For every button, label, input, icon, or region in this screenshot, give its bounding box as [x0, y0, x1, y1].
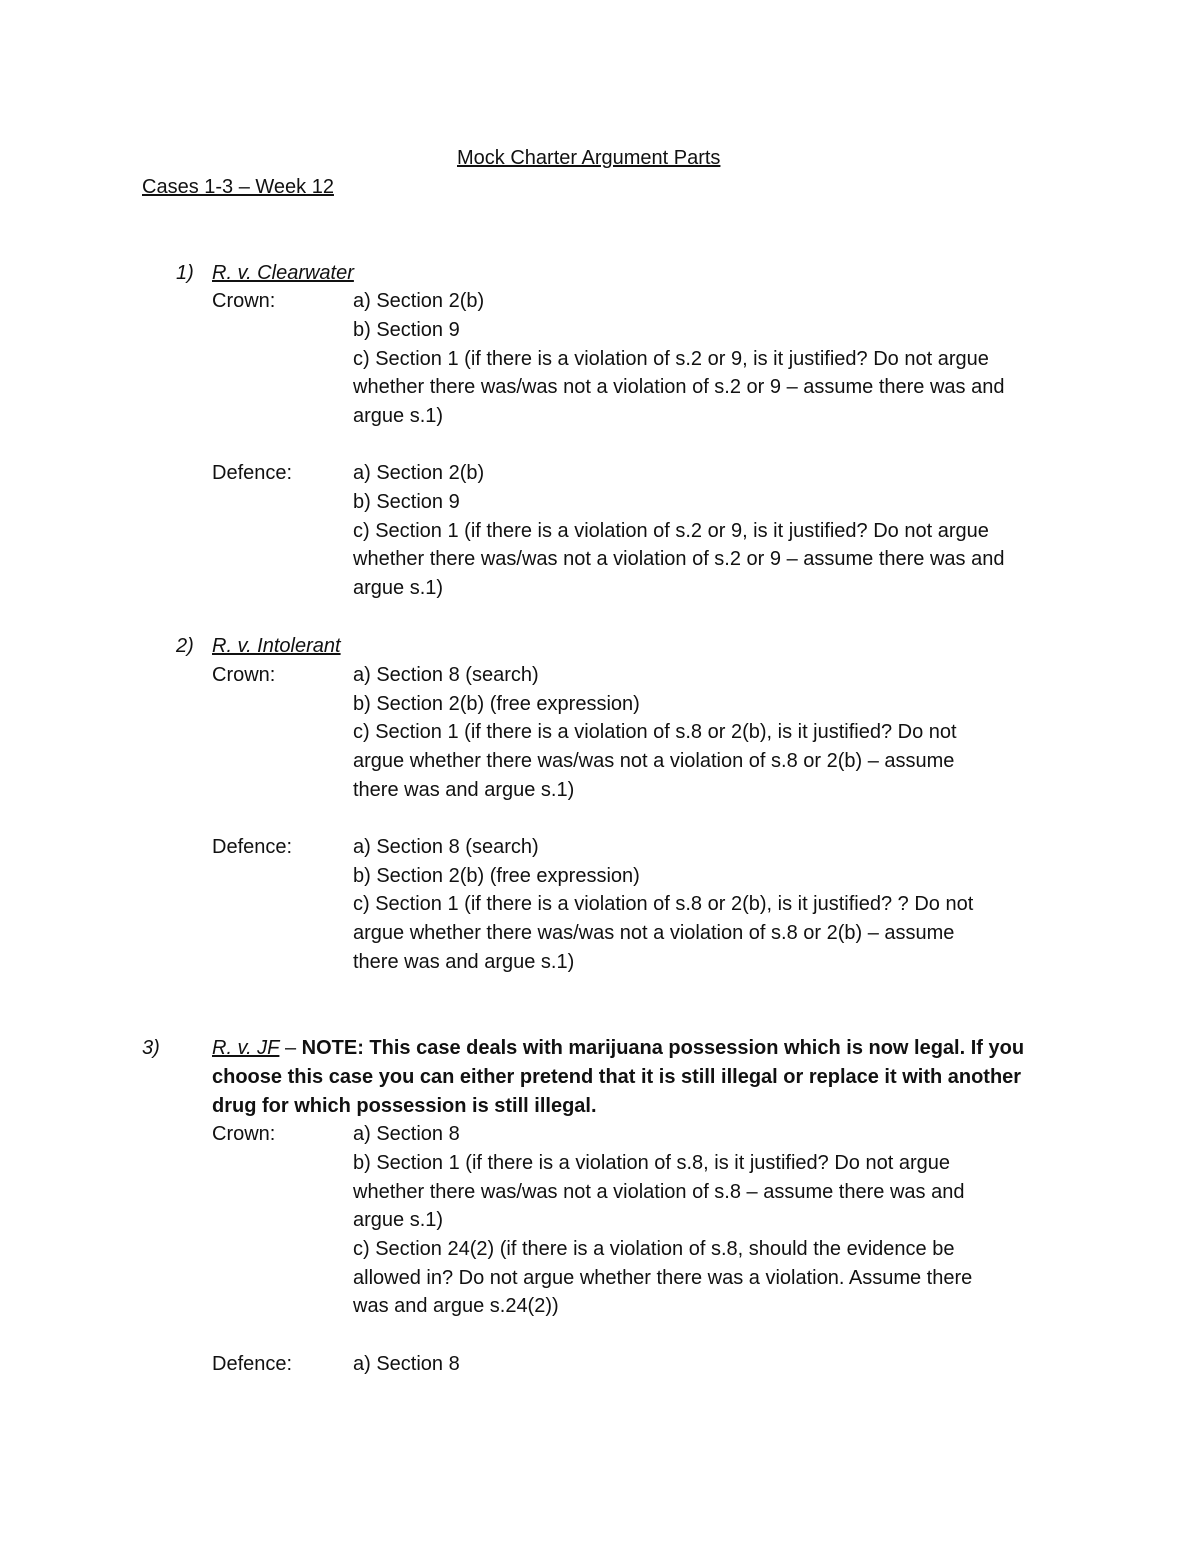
case-3-crown-item-b-line-1: b) Section 1 (if there is a violation of s.8, is it justified? Do not argue — [353, 1152, 950, 1174]
page-title: Mock Charter Argument Parts — [457, 147, 721, 169]
case-1-defence-item-a: a) Section 2(b) — [353, 462, 485, 484]
case-1-crown-item-c-line-2: whether there was/was not a violation of s.2 or 9 – assume there was and — [353, 376, 1005, 398]
case-3-defence-item-a: a) Section 8 — [353, 1353, 460, 1375]
case-1-name: R. v. Clearwater — [212, 262, 354, 284]
case-3-note-line-1: NOTE: This case deals with marijuana possession which is now legal. If you — [301, 1037, 1025, 1059]
case-2-name: R. v. Intolerant — [212, 635, 341, 657]
case-1-defence-item-b: b) Section 9 — [353, 491, 460, 513]
case-2-crown-item-c-line-1: c) Section 1 (if there is a violation of s.8 or 2(b), is it justified? Do not — [353, 721, 957, 743]
case-2-defence-item-c-line-1: c) Section 1 (if there is a violation of s.8 or 2(b), is it justified? ? Do not — [353, 893, 974, 915]
case-3-defence-label: Defence: — [212, 1353, 293, 1375]
case-1-crown-item-a: a) Section 2(b) — [353, 290, 485, 312]
case-1-crown-item-c-line-1: c) Section 1 (if there is a violation of s.2 or 9, is it justified? Do not argue — [353, 348, 989, 370]
case-3-crown-item-a: a) Section 8 — [353, 1123, 460, 1145]
case-3-crown-item-c-line-3: was and argue s.24(2)) — [353, 1295, 559, 1317]
case-1-number: 1) — [176, 262, 194, 284]
case-2-defence-item-b: b) Section 2(b) (free expression) — [353, 865, 640, 887]
case-2-defence-item-c-line-3: there was and argue s.1) — [353, 951, 575, 973]
case-3-crown-item-c-line-1: c) Section 24(2) (if there is a violation of s.8, should the evidence be — [353, 1238, 955, 1260]
case-1-defence-label: Defence: — [212, 462, 293, 484]
case-1-defence-item-c-line-1: c) Section 1 (if there is a violation of s.2 or 9, is it justified? Do not argue — [353, 520, 989, 542]
case-1-crown-item-c-line-3: argue s.1) — [353, 405, 444, 427]
case-2-number: 2) — [176, 635, 194, 657]
case-1-defence-item-c-line-2: whether there was/was not a violation of s.2 or 9 – assume there was and — [353, 548, 1005, 570]
case-3-number: 3) — [142, 1037, 160, 1059]
case-2-crown-item-b: b) Section 2(b) (free expression) — [353, 693, 640, 715]
page-subtitle: Cases 1-3 – Week 12 — [142, 176, 334, 198]
case-2-defence-item-c-line-2: argue whether there was/was not a violation of s.8 or 2(b) – assume — [353, 922, 955, 944]
case-3-name: R. v. JF — [212, 1037, 280, 1059]
case-3-heading — [212, 1034, 1024, 1062]
case-2-crown-item-c-line-3: there was and argue s.1) — [353, 779, 575, 801]
case-2-defence-item-a: a) Section 8 (search) — [353, 836, 539, 858]
case-3-crown-item-c-line-2: allowed in? Do not argue whether there was a violation. Assume there — [353, 1267, 973, 1289]
case-3-dash: – — [279, 1037, 302, 1059]
case-3-crown-item-b-line-3: argue s.1) — [353, 1209, 444, 1231]
case-1-crown-item-b: b) Section 9 — [353, 319, 460, 341]
case-1-defence-item-c-line-3: argue s.1) — [353, 577, 444, 599]
case-2-crown-item-a: a) Section 8 (search) — [353, 664, 539, 686]
case-3-note-line-3: drug for which possession is still illegal. — [212, 1095, 597, 1117]
case-3-crown-item-b-line-2: whether there was/was not a violation of s.8 – assume there was and — [353, 1181, 965, 1203]
case-2-crown-label: Crown: — [212, 664, 276, 686]
case-3-note-line-2: choose this case you can either pretend that it is still illegal or replace it with another — [212, 1066, 1022, 1088]
case-2-crown-item-c-line-2: argue whether there was/was not a violation of s.8 or 2(b) – assume — [353, 750, 955, 772]
case-2-defence-label: Defence: — [212, 836, 293, 858]
case-1-crown-label: Crown: — [212, 290, 276, 312]
case-3-crown-label: Crown: — [212, 1123, 276, 1145]
